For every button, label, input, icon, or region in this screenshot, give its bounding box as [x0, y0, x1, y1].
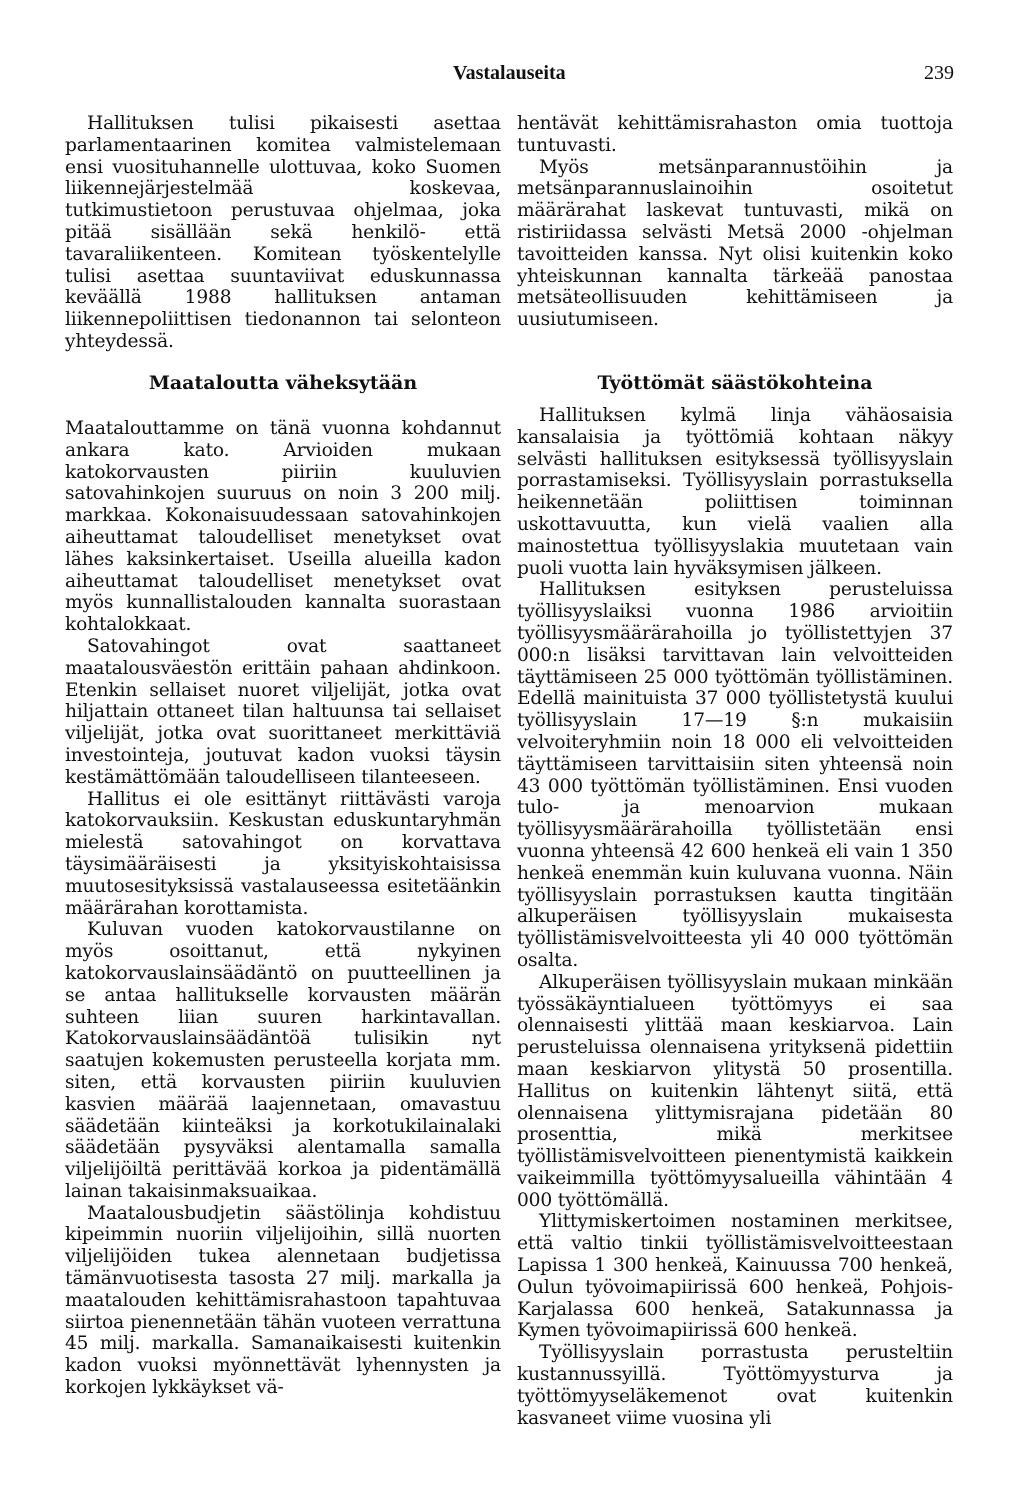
paragraph: Hallituksen kylmä linja vähäosaisia kansalaisia ja työttömiä kohtaan näkyy selvästi hallituksen esityksessä työllisyyslain porrastamiseksi. Työllisyyslain porrastuksella heikennetään poliittisen toiminnan uskottavuutta, kun vielä vaalien alla mainostettua työllisyyslakia muutetaan vain puoli vuotta lain hyväksymisen jälkeen. [517, 405, 953, 579]
section-heading: Työttömät säästökohteina [597, 372, 873, 394]
right-section-heading-block [517, 372, 953, 394]
paragraph: Hallituksen esityksen perusteluissa työllisyyslaiksi vuonna 1986 arvioitiin työllisyysmäärärahoilla jo työllistettyjen 37 000:n lisäksi tarvittavan lain velvoitteiden täyttämiseen 25 000 työttömän työllistäminen. Edellä mainituista 37 000 työllistetystä kuului työllisyyslain 17—19 §:n mukaisiin velvoiteryhmiin noin 18 000 eli velvoitteiden täyttämiseen tarvittaisiin siten yhteensä noin 43 000 työttömän työllistäminen. Ensi vuoden tulo- ja menoarvion mukaan työllisyysmäärärahoilla työllistetään ensi vuonna yhteensä 42 600 henkeä eli vain 1 350 henkeä enemmän kuin kuluvana vuonna. Näin työllisyyslain porrastuksen kautta tingitään alkuperäisen työllisyyslain mukaisesta työllistämisvelvoitteesta yli 40 000 työttömän osalta. [517, 579, 953, 971]
paragraph: Työllisyyslain porrastusta perusteltiin kustannussyillä. Työttömyysturva ja työttömyyseläkemenot ovat kuitenkin kasvaneet viime vuosina yli [517, 1342, 953, 1429]
running-head [0, 62, 1024, 92]
right-column-top [517, 113, 953, 331]
paragraph: hentävät kehittämisrahaston omia tuottoja tuntuvasti. [517, 113, 953, 156]
left-section-heading-block [65, 372, 501, 394]
section-heading: Maataloutta väheksytään [148, 372, 418, 394]
paragraph: Satovahingot ovat saattaneet maatalousväestön erittäin pahaan ahdinkoon. Etenkin sellaiset nuoret viljelijät, jotka ovat hiljattain ottaneet tilan haltuunsa tai sellaiset viljelijät, jotka ovat suorittaneet merkittäviä investointeja, joutuvat kadon vuoksi täysin kestämättömään taloudelliseen tilanteeseen. [65, 635, 501, 788]
paragraph: Myös metsänparannustöihin ja metsänparannuslainoihin osoitetut määrärahat laskevat tuntuvasti, mikä on ristiriidassa selvästi Metsä 2000 -ohjelman tavoitteiden kanssa. Nyt olisi kuitenkin koko yhteiskunnan kannalta tärkeää panostaa metsäteollisuuden kehittämiseen ja uusiutumiseen. [517, 156, 953, 331]
paragraph: Maatalouttamme on tänä vuonna kohdannut ankara kato. Arvioiden mukaan katokorvausten piiriin kuuluvien satovahinkojen suuruus on noin 3 200 milj. markkaa. Kokonaisuudessaan satovahinkojen aiheuttamat taloudelliset menetykset ovat lähes kaksinkertaiset. Useilla alueilla kadon aiheuttamat taloudelliset menetykset ovat myös kunnallistalouden kannalta suorastaan kohtalokkaat. [65, 418, 501, 636]
paragraph: Hallituksen tulisi pikaisesti asettaa parlamentaarinen komitea valmistelemaan ensi vuosituhannelle ulottuvaa, koko Suomen liikennejärjestelmää koskevaa, tutkimustietoon perustuvaa ohjelmaa, joka pitää sisällään sekä henkilö- että tavaraliikenteen. Komitean työskentelylle tulisi asettaa suuntaviivat eduskunnassa keväällä 1988 hallituksen antaman liikennepoliittisen tiedonannon tai selonteon yhteydessä. [65, 113, 501, 352]
left-column-top [65, 113, 501, 353]
running-title: Vastalauseita [453, 62, 566, 84]
paragraph: Ylittymiskertoimen nostaminen merkitsee, että valtio tinkii työllistämisvelvoitteestaan Lapissa 1 300 henkeä, Kainuussa 700 henkeä, Oulun työvoimapiirissä 600 henkeä, Pohjois-Karjalassa 600 henkeä, Satakunnassa ja Kymen työvoimapiirissä 600 henkeä. [517, 1211, 953, 1342]
paragraph: Hallitus ei ole esittänyt riittävästi varoja katokorvauksiin. Keskustan eduskuntaryhmän mielestä satovahingot on korvattava täysimääräisesti ja yksityiskohtaisissa muutosesityksissä vastalauseessa esitetäänkin määrärahan korottamista. [65, 788, 501, 919]
paragraph: Alkuperäisen työllisyyslain mukaan minkään työssäkäyntialueen työttömyys ei saa olennaisesti ylittää maan keskiarvoa. Lain perusteluissa olennaisena yrityksenä pidettiin maan keskiarvon ylitystä 50 prosentilla. Hallitus on kuitenkin lähtenyt siitä, että olennaisena ylittymisrajana pidetään 80 prosenttia, mikä merkitsee työllistämisvelvoitteen pienentymistä kaikkein vaikeimmilla työttömyysalueilla vähintään 4 000 työttömällä. [517, 971, 953, 1211]
paragraph: Maatalousbudjetin säästölinja kohdistuu kipeimmin nuoriin viljelijoihin, sillä nuorten viljelijöiden tukea alennetaan budjetissa tämänvuotisesta tasosta 27 milj. markalla ja maatalouden kehittämisrahastoon tapahtuvaa siirtoa pienennetään tähän vuoteen verrattuna 45 milj. markalla. Samanaikaisesti kuitenkin kadon vuoksi myönnettävät lyhennysten ja korkojen lykkäykset vä- [65, 1202, 501, 1399]
left-column-body [65, 418, 501, 1399]
right-column-body [517, 405, 953, 1429]
paragraph: Kuluvan vuoden katokorvaustilanne on myös osoittanut, että nykyinen katokorvauslainsäädäntö on puutteellinen ja se antaa hallitukselle korvausten määrän suhteen liian suuren harkintavallan. Katokorvauslainsäädäntöä tulisikin nyt saatujen kokemusten perusteella korjata mm. siten, että korvausten piiriin kuuluvien kasvien määrää laajennetaan, omavastuu säädetään kiinteäksi ja korkotukilainalaki säädetään pysyväksi alentamalla samalla viljelijöiltä perittävää korkoa ja pidentämällä lainan takaisinmaksuaikaa. [65, 919, 501, 1202]
page-number: 239 [924, 62, 954, 84]
